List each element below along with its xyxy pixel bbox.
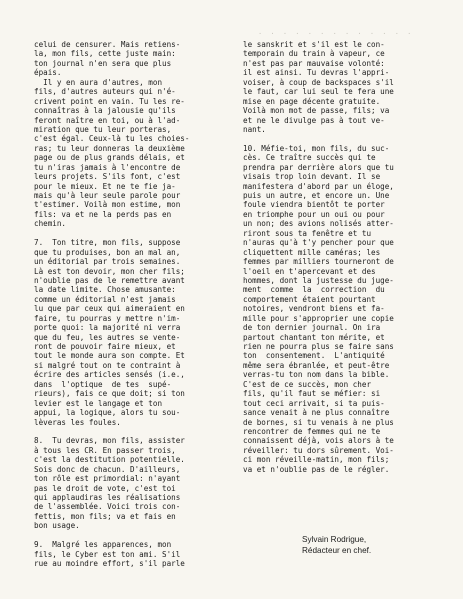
left-column bbox=[34, 40, 224, 569]
text-line: feront naître en toi, ou à l'ad- bbox=[34, 115, 181, 125]
text-line: n'auras qu'à t'y pencher pour que bbox=[243, 238, 394, 248]
text-line: épais. bbox=[34, 68, 62, 78]
text-line: rencontrer de femmes qui ne te bbox=[243, 426, 381, 436]
text-line: mise en page décente gratuite. bbox=[243, 96, 381, 106]
signature-title: Rédacteur en chef. bbox=[302, 546, 372, 555]
text-line: connaissent déjà, vois alors à te bbox=[243, 436, 394, 446]
text-line: un éditorial par trois semaines. bbox=[34, 257, 181, 267]
text-line: n'est pas par mauvaise volonté: bbox=[243, 58, 385, 68]
text-line: lu que par ceux qui aimeraient en bbox=[34, 304, 185, 314]
text-line: mais qu'à leur seule parole pour bbox=[34, 191, 181, 200]
text-line: fils: va et ne la perds pas en bbox=[34, 209, 172, 219]
text-line: femmes par milliers tourneront de bbox=[243, 257, 394, 267]
text-line: pour le mieux. Et ne te fie ja- bbox=[34, 181, 176, 191]
text-line: leurs projets. S'ils font, c'est bbox=[34, 172, 181, 182]
signature-name: Sylvain Rodrigue, bbox=[302, 535, 367, 544]
text-line: prendra par derrière alors que tu bbox=[243, 162, 394, 172]
text-line: Là est ton devoir, mon cher fils; bbox=[34, 266, 185, 276]
text-line: Voilà mon mot de passe, fils; va bbox=[243, 106, 390, 116]
text-line: la date limite. Chose amusante: bbox=[34, 285, 176, 295]
faint-header-text: · · · · · · · · · · · · · bbox=[258, 30, 414, 38]
text-line: réveiller: tu dors sûrement. Voi- bbox=[243, 445, 394, 455]
text-line: un non; des avions nolisés atter- bbox=[243, 219, 394, 229]
text-line: verras-tu ton nom dans la bible. bbox=[243, 370, 390, 380]
text-line: cliquettent mille caméras; les bbox=[243, 247, 381, 257]
text-line: voiser, à coup de backspaces s'il bbox=[243, 77, 394, 87]
text-line: va et n'oublie pas de le régler. bbox=[243, 464, 390, 474]
text-line: partout chantant ton mérite, et bbox=[243, 332, 385, 342]
text-line: nant. bbox=[243, 124, 266, 134]
text-line: riront sous ta fenêtre et tu bbox=[243, 228, 372, 238]
text-line: ton consentement. L'antiquité bbox=[243, 351, 385, 361]
text-line: levier est le langage et ton bbox=[34, 398, 163, 408]
text-line: 9. Malgré les apparences, mon bbox=[34, 540, 172, 550]
text-line: puis un autre, et encore un. Une bbox=[243, 191, 390, 200]
text-line: 7. Ton titre, mon fils, suppose bbox=[34, 238, 181, 248]
text-line: l'oeil en t'apercevant et des bbox=[243, 266, 376, 276]
text-line: comme un éditorial n'est jamais bbox=[34, 294, 176, 304]
text-line: t'estimer. Voilà mon estime, mon bbox=[34, 200, 181, 210]
text-line: même sera ébranlée, et peut-être bbox=[243, 360, 390, 370]
text-line: crivent point en vain. Tu les re- bbox=[34, 96, 185, 106]
text-line: 8. Tu devras, mon fils, assister bbox=[34, 436, 185, 446]
text-line: c'est égal. Ceux-là tu les choies- bbox=[34, 134, 190, 144]
text-line: temporain du train à vapeur, ce bbox=[243, 49, 385, 59]
text-line: fils, le Cyber est ton ami. S'il bbox=[34, 549, 181, 559]
text-line: appui, la logique, alors tu sou- bbox=[34, 408, 181, 418]
text-line: C'est de ce succès, mon cher bbox=[243, 379, 372, 389]
text-line: faire, tu pourras y mettre n'im- bbox=[34, 313, 181, 323]
text-line: écrire des articles sensés (i.e., bbox=[34, 370, 185, 380]
text-line: ment comme la correction du bbox=[243, 285, 385, 295]
text-line: que du feu, les autres se vente- bbox=[34, 332, 181, 342]
text-line: n'oublie pas de le remettre avant bbox=[34, 275, 185, 285]
text-line: celui de censurer. Mais retiens- bbox=[34, 40, 181, 49]
text-line: lèveras les foules. bbox=[34, 417, 121, 427]
text-line: c'est la destitution potentielle. bbox=[34, 455, 185, 465]
text-line: bon usage. bbox=[34, 521, 80, 531]
text-line: connaîtras à la jalousie qu'ils bbox=[34, 106, 176, 116]
text-line: page ou de plus grands délais, et bbox=[34, 153, 185, 163]
text-line: pas le droit de vote, c'est toi bbox=[34, 483, 176, 493]
text-line: miration que tu leur porteras, bbox=[34, 124, 172, 134]
text-line bbox=[34, 427, 224, 436]
text-line: si malgré tout on te contraint à bbox=[34, 360, 181, 370]
text-line: rieurs), fais ce que doit; si ton bbox=[34, 389, 185, 399]
text-line: dans l'optique de tes supé- bbox=[34, 379, 172, 389]
text-line: 10. Méfie-toi, mon fils, du suc- bbox=[243, 143, 390, 153]
signature-block bbox=[302, 534, 371, 556]
text-line: tu n'iras jamais à l'encontre de bbox=[34, 162, 181, 172]
text-line: mille pour s'approprier une copie bbox=[243, 313, 394, 323]
text-line: à tous les CR. En passer trois, bbox=[34, 445, 176, 455]
text-line: la, mon fils, cette juste main: bbox=[34, 49, 176, 59]
text-line: de l'assemblée. Voici trois con- bbox=[34, 502, 181, 512]
text-line: rien ne pourra plus se faire sans bbox=[243, 342, 394, 351]
text-line: foule viendra bientôt te porter bbox=[243, 200, 385, 210]
text-line: porte quoi: la majorité ni verra bbox=[34, 323, 181, 333]
text-line: ton journal n'en sera que plus bbox=[34, 58, 172, 68]
text-line: ras; tu leur donneras la deuxième bbox=[34, 143, 185, 153]
text-line: sance venait à ne plus connaître bbox=[243, 408, 390, 418]
text-line: ton rôle est primordial: n'ayant bbox=[34, 474, 181, 484]
text-line: tout ceci arrivait, si ta puis- bbox=[243, 398, 385, 408]
text-line: ront de pouvoir faire mieux, et bbox=[34, 342, 176, 351]
text-line: hommes, dont la justesse du juge- bbox=[243, 275, 394, 285]
text-line: chemin. bbox=[34, 219, 67, 229]
text-line: cès. Ce traître succès qui te bbox=[243, 153, 376, 163]
text-line bbox=[243, 134, 441, 143]
text-line: tout le monde aura son compte. Et bbox=[34, 351, 185, 361]
text-line: fils, qu'il faut se méfier: si bbox=[243, 389, 381, 399]
text-line bbox=[34, 229, 224, 238]
text-line: Sois donc de chacun. D'ailleurs, bbox=[34, 464, 181, 474]
text-line: qui applaudiras les réalisations bbox=[34, 493, 181, 502]
right-column bbox=[243, 40, 441, 474]
text-line: ci mon réveille-matin, mon fils; bbox=[243, 455, 390, 465]
text-line: que tu produises, bon an mal an, bbox=[34, 247, 181, 257]
text-line: comportement étaient pourtant bbox=[243, 294, 376, 304]
text-line: le sanskrit et s'il est le con- bbox=[243, 40, 385, 49]
text-line: de ton dernier journal. On ira bbox=[243, 323, 381, 333]
text-line: et ne le divulge pas à tout ve- bbox=[243, 115, 385, 125]
text-line: manifestera d'abord par un éloge, bbox=[243, 181, 394, 191]
text-line: rue au moindre effort, s'il parle bbox=[34, 559, 185, 569]
text-line: visais trop loin devant. Il se bbox=[243, 172, 381, 182]
text-line: fils, d'autres auteurs qui n'é- bbox=[34, 87, 176, 97]
text-line: fettis, mon fils; va et fais en bbox=[34, 511, 176, 521]
text-line: de bornes, si tu venais à ne plus bbox=[243, 417, 394, 427]
text-line: en triomphe pour un oui ou pour bbox=[243, 209, 385, 219]
text-line: le faut, car lui seul te fera une bbox=[243, 87, 394, 97]
text-line: notoires, vendront biens et fa- bbox=[243, 304, 385, 314]
text-line bbox=[34, 531, 224, 540]
text-line: il est ainsi. Tu devras l'appri- bbox=[243, 68, 390, 78]
text-line: Il y en aura d'autres, mon bbox=[34, 77, 163, 87]
